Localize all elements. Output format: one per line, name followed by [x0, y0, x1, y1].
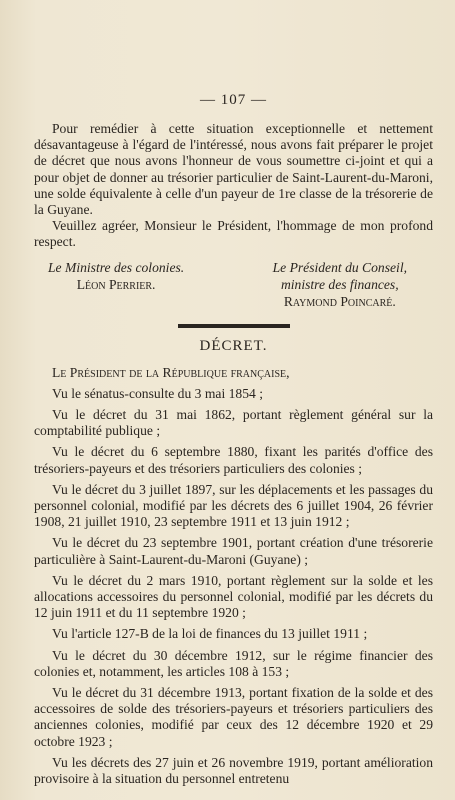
decree-body — [34, 365, 433, 788]
decree-line: Vu le décret du 2 mars 1910, portant règlement sur la solde et les allocations accessoires du personnel colonial, modifié par les décrets du 12 juin 1911 et du 11 septembre 1920 ; — [34, 572, 433, 621]
decree-line: Vu les décrets des 27 juin et 26 novembre 1919, portant amélioration provisoire à la situation du personnel entretenu — [34, 754, 433, 787]
signature-right — [273, 259, 433, 310]
president-subtitle: ministre des finances, — [280, 276, 399, 292]
decree-line: Vu le décret du 31 décembre 1913, portant fixation de la solde et des accessoires de solde des trésoriers-payeurs et trésoriers particuliers des anciennes colonies, modifié par ceux des 12 décembre 1920 et 29 octobre 1923 ; — [34, 685, 433, 749]
minister-name: Léon Perrier. — [76, 276, 156, 292]
president-title: Le Président du Conseil, — [272, 259, 407, 275]
intro-paragraph: Pour remédier à cette situation exceptionnelle et nettement désavantageuse à l'égard de l'intéressé, nous avons fait préparer le projet de décret que nous avons l'honneur de vous soumettre ci-joint et qui a pour objet de donner au trésorier particulier de Saint-Laurent-du-Maroni, une solde équivalente à celle d'un payeur de 1re classe de la trésorerie de la Guyane. — [34, 121, 433, 218]
decree-line: Vu le décret du 6 septembre 1880, fixant les parités d'office des trésoriers-payeurs et des trésoriers particuliers des colonies ; — [34, 444, 433, 476]
signature-block — [34, 259, 433, 310]
president-name: Raymond Poincaré. — [283, 293, 396, 309]
section-divider — [178, 324, 290, 328]
page-number: — 107 — — [200, 92, 267, 108]
decree-line: Vu le décret du 30 décembre 1912, sur le régime financier des colonies et, notamment, les articles 108 à 153 ; — [34, 647, 433, 679]
decree-line: Vu le sénatus-consulte du 3 mai 1854 ; — [52, 385, 263, 401]
minister-title: Le Ministre des colonies. — [48, 259, 185, 275]
decree-line: Vu le décret du 23 septembre 1901, portant création d'une trésorerie particulière à Saint-Laurent-du-Maroni (Guyane) ; — [34, 535, 433, 567]
decree-line: Vu l'article 127-B de la loi de finances du 13 juillet 1911 ; — [52, 626, 368, 642]
closing-paragraph: Veuillez agréer, Monsieur le Président, l'hommage de mon profond respect. — [34, 218, 433, 250]
section-title: DÉCRET. — [199, 337, 268, 354]
signature-left — [34, 259, 184, 310]
decree-line: Vu le décret du 3 juillet 1897, sur les déplacements et les passages du personnel colonial, modifié par les décrets des 6 juillet 1904, 26 février 1908, 21 juillet 1910, 23 septembre 1911 et 13 juin 1912 ; — [34, 481, 433, 530]
decree-line: Le Président de la République française, — [52, 364, 290, 380]
decree-line: Vu le décret du 31 mai 1862, portant règlement général sur la comptabilité publique ; — [34, 407, 433, 439]
